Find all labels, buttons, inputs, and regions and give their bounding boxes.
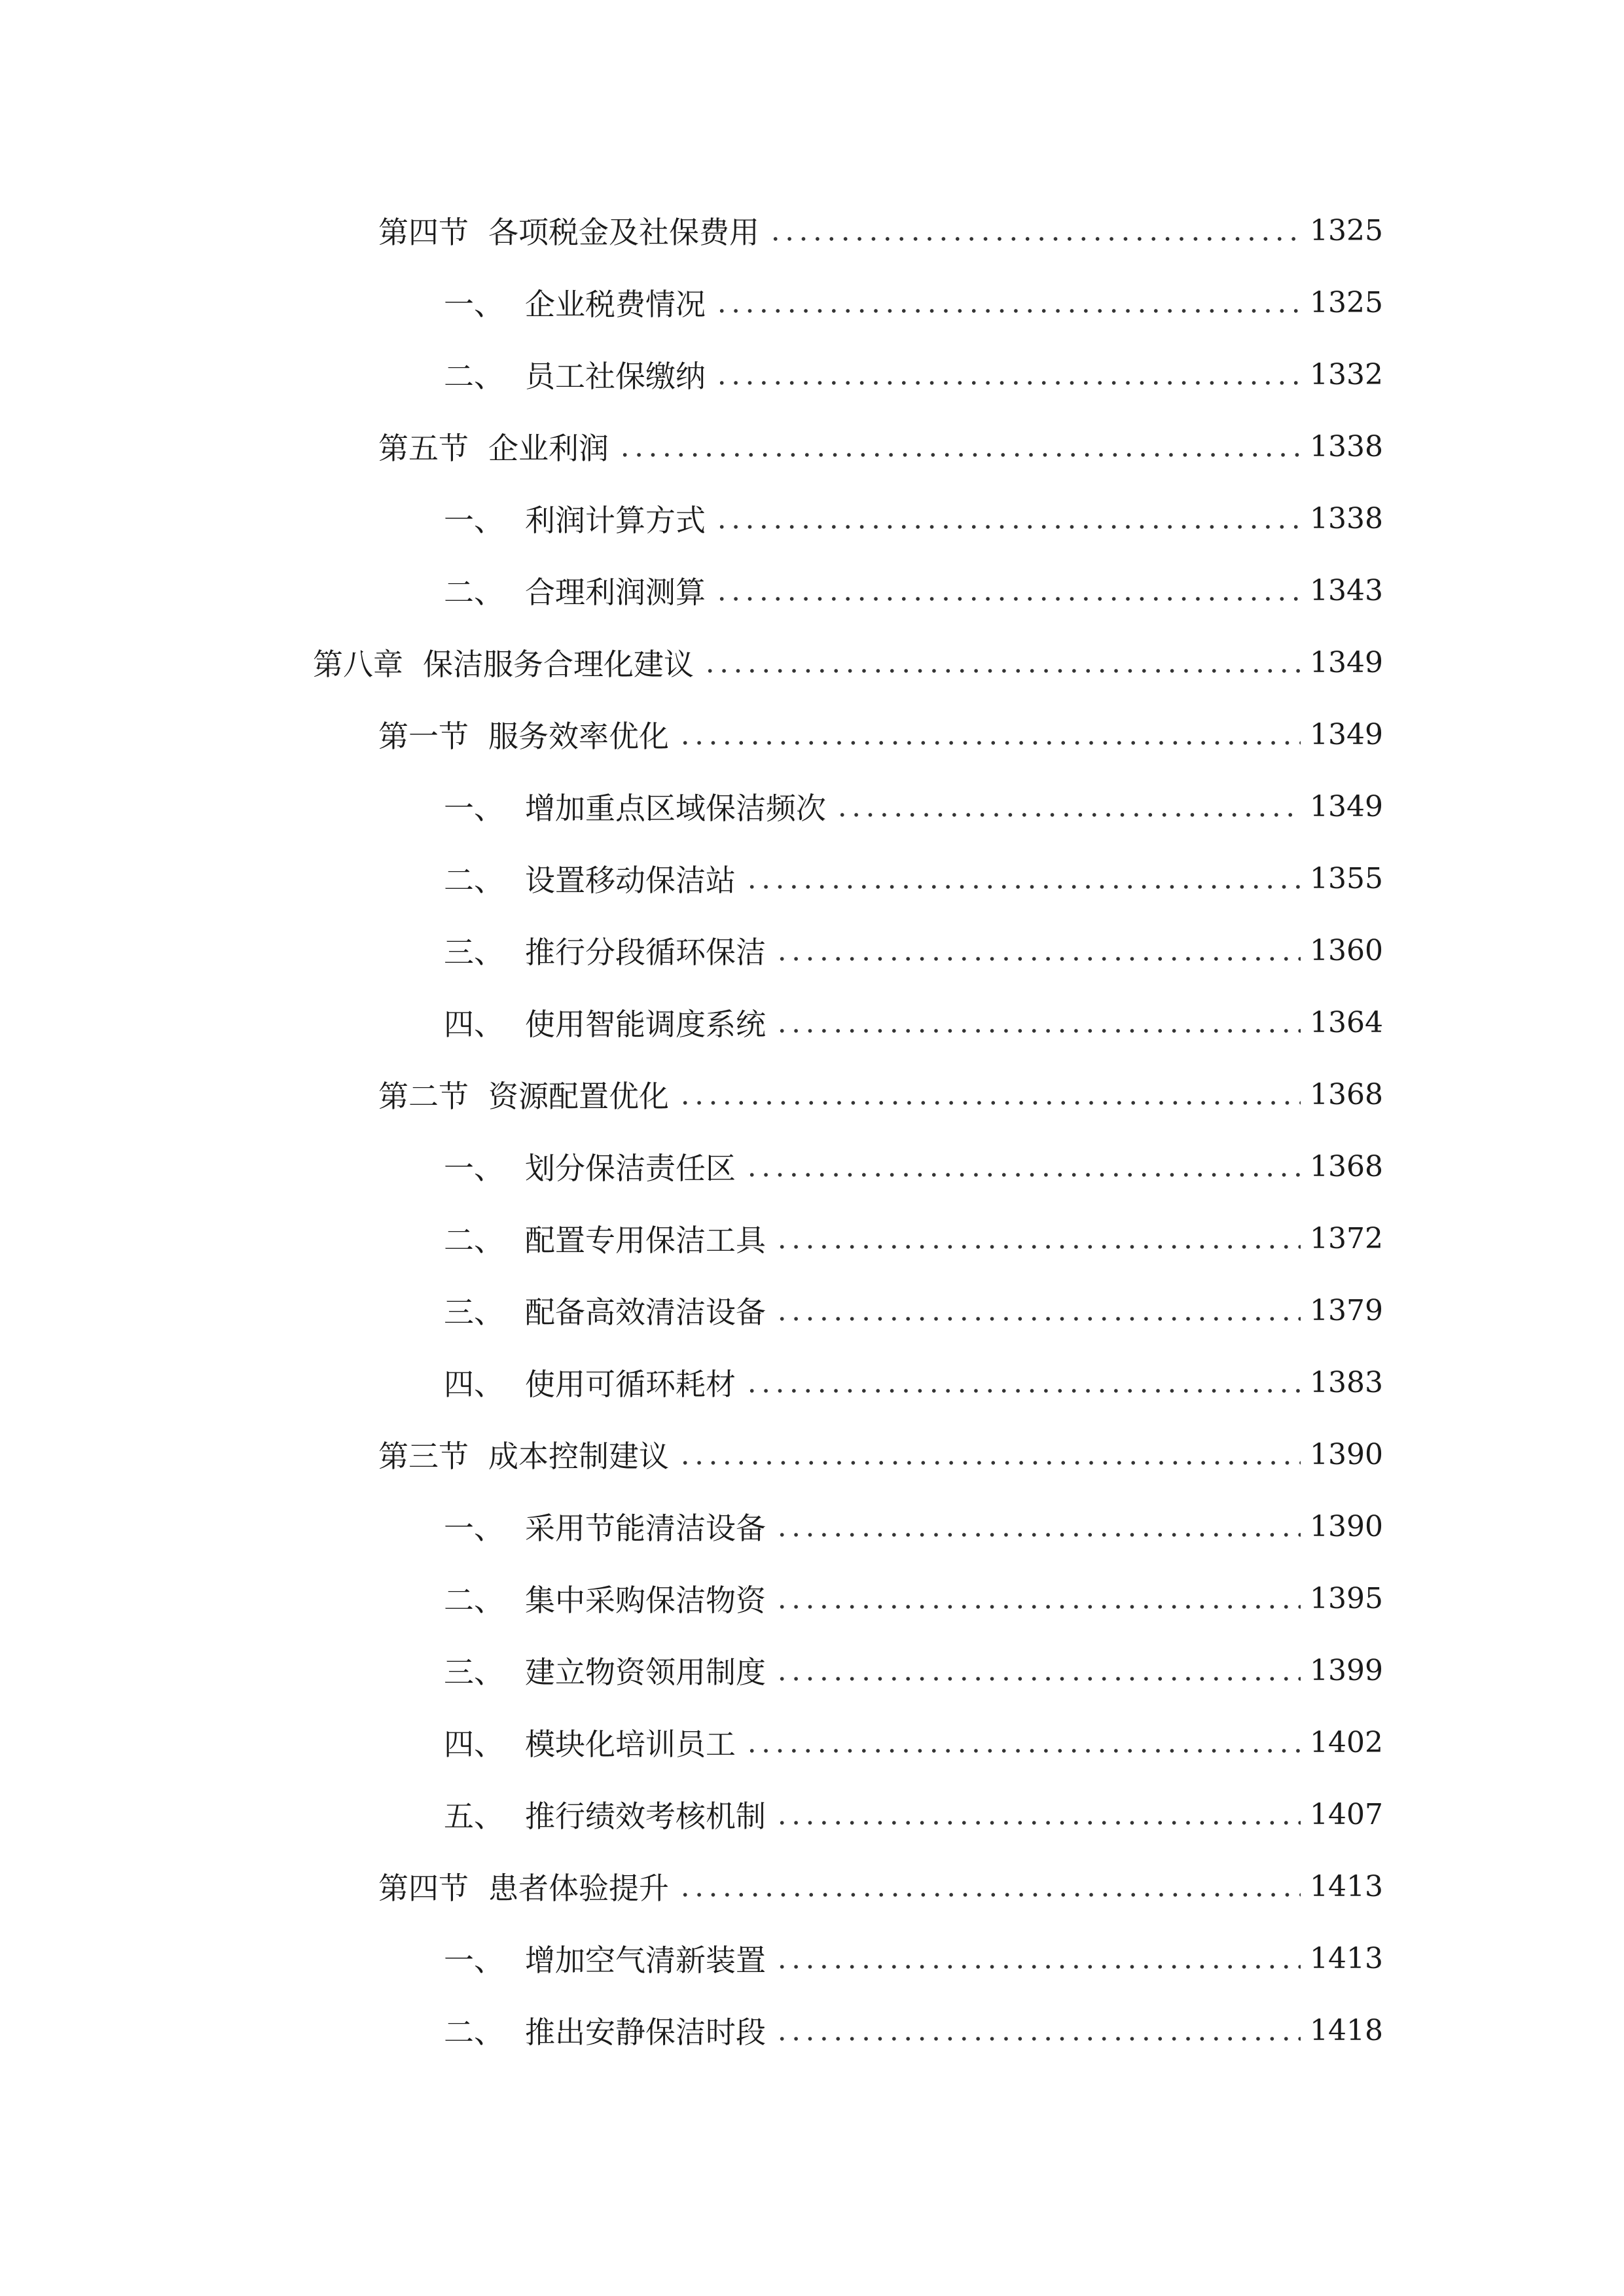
table-of-contents (0, 194, 1624, 2066)
toc-entry-title: 利润计算方式 (525, 503, 706, 538)
toc-entry-page-number: 1379 (1310, 1293, 1383, 1327)
toc-dot-leader (768, 236, 1301, 242)
toc-entry-title: 使用可循环耗材 (525, 1367, 736, 1402)
toc-entry-number: 第二节 (378, 1079, 469, 1114)
toc-entry-number: 第三节 (378, 1439, 469, 1474)
toc-dot-leader (775, 1964, 1301, 1969)
toc-entry[interactable] (0, 1994, 1624, 2066)
toc-entry[interactable] (0, 1418, 1624, 1490)
toc-entry-number: 二、 (444, 863, 504, 898)
toc-entry-title: 患者体验提升 (488, 1871, 669, 1906)
toc-dot-leader (703, 668, 1301, 673)
toc-dot-leader (678, 1460, 1301, 1465)
toc-entry-page-number: 1413 (1310, 1869, 1383, 1903)
toc-entry-page-number: 1390 (1310, 1509, 1383, 1543)
toc-entry[interactable] (0, 1634, 1624, 1706)
toc-entry-number: 第八章 (313, 647, 403, 682)
toc-entry-number: 二、 (444, 2015, 504, 2050)
toc-dot-leader (678, 1892, 1301, 1897)
toc-entry-page-number: 1407 (1310, 1797, 1383, 1831)
toc-entry-page-number: 1343 (1310, 573, 1383, 607)
toc-entry-title: 设置移动保洁站 (525, 863, 736, 898)
toc-entry-number: 二、 (444, 359, 504, 394)
toc-entry-number: 三、 (444, 1295, 504, 1330)
toc-entry[interactable] (0, 842, 1624, 914)
toc-entry-number: 一、 (444, 1943, 504, 1978)
toc-entry-title: 各项税金及社保费用 (488, 215, 759, 250)
toc-entry-title: 推行分段循环保洁 (525, 935, 766, 970)
toc-dot-leader (775, 1604, 1301, 1609)
toc-entry-page-number: 1368 (1310, 1077, 1383, 1111)
toc-entry[interactable] (0, 194, 1624, 266)
toc-dot-leader (678, 1100, 1301, 1105)
toc-entry-page-number: 1325 (1310, 285, 1383, 319)
toc-entry-page-number: 1349 (1310, 789, 1383, 823)
toc-entry-title: 推行绩效考核机制 (525, 1799, 766, 1834)
toc-entry-title: 建立物资领用制度 (525, 1655, 766, 1690)
toc-entry-number: 四、 (444, 1007, 504, 1042)
toc-dot-leader (745, 1172, 1301, 1177)
toc-entry-page-number: 1338 (1310, 501, 1383, 535)
toc-entry-number: 一、 (444, 1511, 504, 1546)
toc-dot-leader (745, 884, 1301, 889)
toc-dot-leader (678, 740, 1301, 745)
toc-entry[interactable] (0, 1706, 1624, 1778)
toc-entry[interactable] (0, 626, 1624, 698)
toc-entry-number: 一、 (444, 287, 504, 322)
toc-entry-page-number: 1395 (1310, 1581, 1383, 1615)
toc-dot-leader (775, 1820, 1301, 1825)
toc-entry-number: 二、 (444, 1583, 504, 1618)
toc-dot-leader (775, 2036, 1301, 2041)
toc-entry-page-number: 1332 (1310, 357, 1383, 391)
toc-dot-leader (715, 596, 1301, 601)
toc-entry-page-number: 1390 (1310, 1437, 1383, 1471)
toc-entry-page-number: 1360 (1310, 933, 1383, 967)
toc-entry[interactable] (0, 1058, 1624, 1130)
toc-entry-title: 服务效率优化 (488, 719, 669, 754)
toc-entry[interactable] (0, 338, 1624, 410)
toc-entry-page-number: 1355 (1310, 861, 1383, 895)
toc-entry-page-number: 1399 (1310, 1653, 1383, 1687)
toc-entry-title: 划分保洁责任区 (525, 1151, 736, 1186)
toc-entry-title: 采用节能清洁设备 (525, 1511, 766, 1546)
toc-dot-leader (745, 1388, 1301, 1393)
toc-entry-title: 使用智能调度系统 (525, 1007, 766, 1042)
toc-entry-number: 一、 (444, 1151, 504, 1186)
toc-entry[interactable] (0, 1922, 1624, 1994)
toc-entry-title: 成本控制建议 (488, 1439, 669, 1474)
toc-entry-title: 集中采购保洁物资 (525, 1583, 766, 1618)
toc-entry[interactable] (0, 770, 1624, 842)
toc-dot-leader (715, 308, 1301, 314)
toc-entry-page-number: 1338 (1310, 429, 1383, 463)
toc-dot-leader (775, 1676, 1301, 1681)
toc-entry[interactable] (0, 410, 1624, 482)
toc-entry-number: 二、 (444, 1223, 504, 1258)
toc-entry[interactable] (0, 1490, 1624, 1562)
toc-entry-number: 三、 (444, 935, 504, 970)
toc-entry[interactable] (0, 1346, 1624, 1418)
toc-entry[interactable] (0, 1562, 1624, 1634)
toc-entry[interactable] (0, 554, 1624, 626)
toc-dot-leader (835, 812, 1301, 817)
toc-entry-title: 增加空气清新装置 (525, 1943, 766, 1978)
toc-entry-title: 企业税费情况 (525, 287, 706, 322)
toc-entry-number: 五、 (444, 1799, 504, 1834)
toc-entry-number: 一、 (444, 503, 504, 538)
toc-entry-title: 模块化培训员工 (525, 1727, 736, 1762)
toc-dot-leader (775, 1316, 1301, 1321)
toc-entry-page-number: 1364 (1310, 1005, 1383, 1039)
toc-entry-number: 四、 (444, 1727, 504, 1762)
toc-entry-page-number: 1325 (1310, 213, 1383, 247)
toc-entry-number: 一、 (444, 791, 504, 826)
toc-entry[interactable] (0, 986, 1624, 1058)
toc-dot-leader (715, 524, 1301, 529)
toc-entry-number: 第一节 (378, 719, 469, 754)
toc-entry-title: 企业利润 (488, 431, 609, 466)
toc-entry-page-number: 1413 (1310, 1941, 1383, 1975)
toc-entry-page-number: 1418 (1310, 2013, 1383, 2047)
toc-entry-page-number: 1402 (1310, 1725, 1383, 1759)
toc-entry[interactable] (0, 1274, 1624, 1346)
toc-entry-number: 第四节 (378, 1871, 469, 1906)
toc-entry-title: 配备高效清洁设备 (525, 1295, 766, 1330)
toc-dot-leader (775, 1244, 1301, 1249)
toc-entry[interactable] (0, 266, 1624, 338)
toc-entry-title: 员工社保缴纳 (525, 359, 706, 394)
toc-dot-leader (745, 1748, 1301, 1753)
toc-entry-title: 保洁服务合理化建议 (423, 647, 694, 682)
toc-entry-page-number: 1349 (1310, 717, 1383, 751)
toc-entry[interactable] (0, 1202, 1624, 1274)
toc-dot-leader (715, 380, 1301, 386)
toc-dot-leader (775, 956, 1301, 961)
toc-entry-page-number: 1372 (1310, 1221, 1383, 1255)
toc-entry-number: 三、 (444, 1655, 504, 1690)
toc-entry-number: 四、 (444, 1367, 504, 1402)
toc-entry-number: 第五节 (378, 431, 469, 466)
toc-dot-leader (775, 1028, 1301, 1033)
toc-entry-title: 推出安静保洁时段 (525, 2015, 766, 2050)
toc-entry[interactable] (0, 482, 1624, 554)
toc-entry[interactable] (0, 698, 1624, 770)
toc-entry[interactable] (0, 914, 1624, 986)
toc-entry-number: 二、 (444, 575, 504, 610)
toc-dot-leader (618, 452, 1301, 457)
toc-entry-title: 合理利润测算 (525, 575, 706, 610)
toc-entry-title: 增加重点区域保洁频次 (525, 791, 826, 826)
toc-entry-title: 配置专用保洁工具 (525, 1223, 766, 1258)
toc-entry-number: 第四节 (378, 215, 469, 250)
toc-dot-leader (775, 1532, 1301, 1537)
toc-entry[interactable] (0, 1130, 1624, 1202)
toc-entry[interactable] (0, 1850, 1624, 1922)
toc-entry-page-number: 1368 (1310, 1149, 1383, 1183)
toc-entry-page-number: 1349 (1310, 645, 1383, 679)
toc-entry-title: 资源配置优化 (488, 1079, 669, 1114)
toc-entry-page-number: 1383 (1310, 1365, 1383, 1399)
toc-entry[interactable] (0, 1778, 1624, 1850)
